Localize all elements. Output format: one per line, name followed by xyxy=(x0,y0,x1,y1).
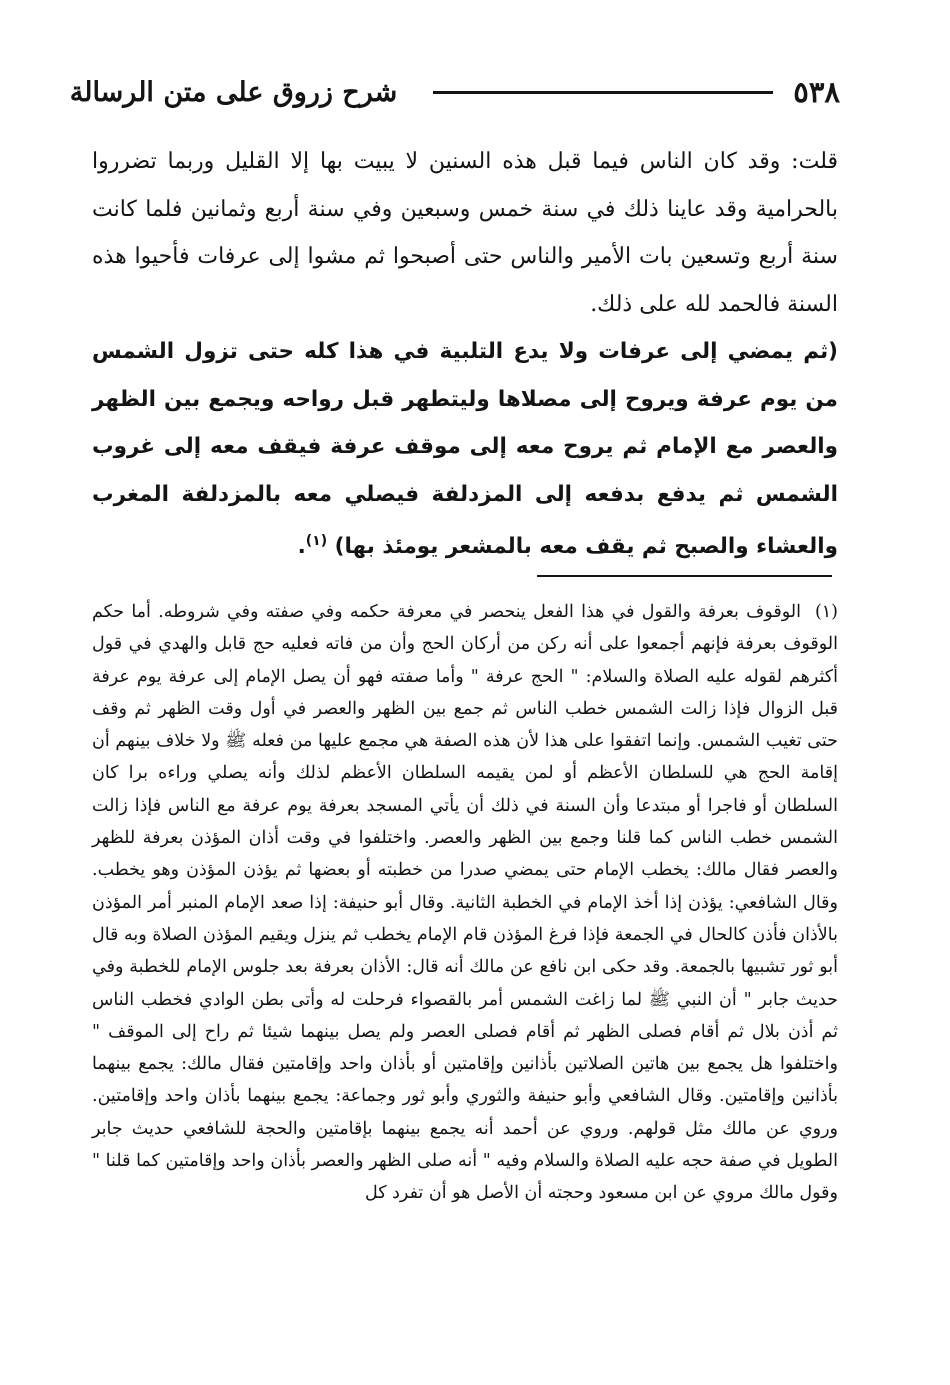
matn-text: (ثم يمضي إلى عرفات ولا يدع التلبية في هذا كله حتى تزول الشمس من يوم عرفة ويروح إلى مصلاها وليتطهر قبل رواحه ويجمع بين الظهر والعصر مع الإمام ثم يروح معه إلى موقف عرفة فيقف معه إلى غروب الشمس ثم يدفع بدفعه إلى المزدلفة فيصلي معه بالمزدلفة المغرب والعشاء والصبح ثم يقف معه بالمشعر يومئذ بها) xyxy=(92,339,838,560)
footnote-text: الوقوف بعرفة والقول في هذا الفعل ينحصر في معرفة حكمه وفي صفته وفي شروطه. أما حكم الوقوف بعرفة فإنهم أجمعوا على أنه ركن من أركان الحج وأن من فاته فعليه حج قابل والهدي في قول أكثرهم لقوله عليه الصلاة والسلام: " الحج عرفة " وأما صفته فهو أن يصل الإمام إلى عرفة يوم عرفة قبل الزوال فإذا زالت الشمس خطب الناس ثم جمع بين الظهر والعصر في أول وقت الظهر ثم وقف حتى تغيب الشمس. وإنما اتفقوا على هذا لأن هذه الصفة هي مجمع عليها من فعله ﷺ ولا خلاف بينهم أن إقامة الحج هي للسلطان الأعظم أو لمن يقيمه السلطان الأعظم لذلك وأنه يصلي وراءه برا كان السلطان أو فاجرا أو مبتدعا وأن السنة في ذلك أن يأتي المسجد بعرفة يوم عرفة مع الناس فإذا زالت الشمس خطب الناس كما قلنا وجمع بين الظهر والعصر. واختلفوا في وقت أذان المؤذن بعرفة للظهر والعصر فقال مالك: يخطب الإمام حتى يمضي صدرا من خطبته أو بعضها ثم يؤذن المؤذن وهو يخطب. وقال الشافعي: يؤذن إذا أخذ الإمام في الخطبة الثانية. وقال أبو حنيفة: إذا صعد الإمام المنبر أمر المؤذن بالأذان فأذن كالحال في الجمعة فإذا فرغ المؤذن قام الإمام يخطب ثم ينزل ويقيم المؤذن الصلاة وبه قال أبو ثور تشبيها بالجمعة. وقد حكى ابن نافع عن مالك أنه قال: الأذان بعرفة بعد جلوس الإمام للخطبة وفي حديث جابر " أن النبي ﷺ لما زاغت الشمس أمر بالقصواء فرحلت له وأتى بطن الوادي فخطب الناس ثم أذن بلال ثم أقام فصلى الظهر ثم أقام فصلى العصر ولم يصل بينهما شيئا ثم راح إلى الموقف " واختلفوا هل يجمع بين هاتين الصلاتين بأذانين وإقامتين أو بأذان واحد وإقامتين فقال مالك: يجمع بينهما بأذانين وإقامتين. وقال الشافعي وأبو حنيفة والثوري وأبو ثور وجماعة: يجمع بينهما بأذان واحد وإقامتين. وروي عن مالك مثل قولهم. وروي عن أحمد أنه يجمع بينهما بإقامتين والحجة للشافعي حديث جابر الطويل في صفة حجه عليه الصلاة والسلام وفيه " أنه صلى الظهر والعصر بأذان واحد وإقامتين كما قلنا " وقول مالك مروي عن ابن مسعود وحجته أن الأصل هو أن تفرد كل xyxy=(92,602,838,1204)
commentary-text: قلت: وقد كان الناس فيما قبل هذه السنين لا يبيت بها إلا القليل وربما تضرروا بالحرامية وقد عاينا ذلك في سنة خمس وسبعين وفي سنة أربع وثمانين فلما كانت سنة أربع وتسعين بات الأمير والناس حتى أصبحوا ثم مشوا إلى عرفات فأحيوا هذه السنة فالحمد لله على ذلك. xyxy=(92,149,838,317)
page-number: ٥٣٨ xyxy=(793,75,840,109)
commentary-paragraph xyxy=(92,138,838,328)
page-header xyxy=(69,72,840,112)
header-rule xyxy=(433,91,773,94)
running-title: شرح زروق على متن الرسالة xyxy=(69,76,398,108)
footnote-marker: (١) xyxy=(814,602,838,622)
footnote-divider xyxy=(537,575,832,577)
footnote-reference[interactable]: (١) xyxy=(305,533,328,549)
matn-end-punctuation: . xyxy=(297,534,306,560)
matn-paragraph xyxy=(92,328,838,571)
footnote xyxy=(92,596,838,1210)
